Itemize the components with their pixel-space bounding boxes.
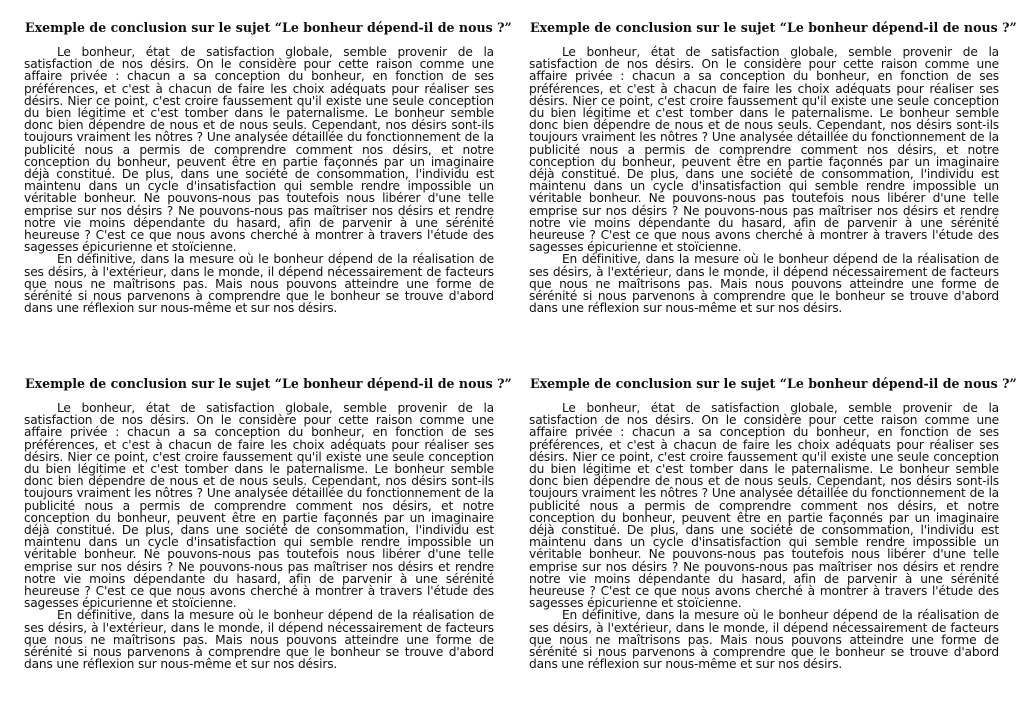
conclusion-copy-top-right [529,20,1017,316]
paragraph-2: En définitive, dans la mesure où le bonheur dépend de la réalisation de ses désirs, à l'extérieur, dans le monde, il dépend nécessairement de facteurs que nous ne maîtrisons pas. Mais nous pouvons atteindre une forme de sérénité si nous parvenons à comprendre que le bonheur se trouve d'abord dans une réflexion sur nous-même et sur nos désirs. [529,608,999,672]
paragraph-2: En définitive, dans la mesure où le bonheur dépend de la réalisation de ses désirs, à l'extérieur, dans le monde, il dépend nécessairement de facteurs que nous ne maîtrisons pas. Mais nous pouvons atteindre une forme de sérénité si nous parvenons à comprendre que le bonheur se trouve d'abord dans une réflexion sur nous-même et sur nos désirs. [24,608,494,672]
conclusion-copy-top-left [24,20,512,316]
paragraph-2: En définitive, dans la mesure où le bonheur dépend de la réalisation de ses désirs, à l'extérieur, dans le monde, il dépend nécessairement de facteurs que nous ne maîtrisons pas. Mais nous pouvons atteindre une forme de sérénité si nous parvenons à comprendre que le bonheur se trouve d'abord dans une réflexion sur nous-même et sur nos désirs. [24,252,494,316]
paragraph-1: Le bonheur, état de satisfaction globale, semble provenir de la satisfaction de nos désirs. On le considère pour cette raison comme une affaire privée : chacun a sa conception du bonheur, en fonction de ses préférences, et c'est à chacun de faire les choix adéquats pour réaliser ses désirs. Nier ce point, c'est croire faussement qu'il existe une seule conception du bien légitime et c'est tomber dans le paternalisme. Le bonheur semble donc bien dépendre de nous et de nous seuls. Cependant, nos désirs sont-ils toujours vraiment les nôtres ? Une analysée détaillée du fonctionnement de la publicité nous a permis de comprendre comment nos désirs, et notre conception du bonheur, peuvent être en partie façonnés par un imaginaire déjà constitué. De plus, dans une société de consommation, l'individu est maintenu dans un cycle d'insatisfaction qui semble rendre impossible un véritable bonheur. Ne pouvons-nous pas toutefois nous libérer d'une telle emprise sur nos désirs ? Ne pouvons-nous pas maîtriser nos désirs et rendre notre vie moins dépendante du hasard, afin de parvenir à une sérénité heureuse ? C'est ce que nous avons cherché à montrer à travers l'étude des sagesses épicurienne et stoïcienne. [24,45,494,255]
document-title: Exemple de conclusion sur le sujet “Le bonheur dépend-il de nous ?” [25,20,512,35]
paragraph-1: Le bonheur, état de satisfaction globale, semble provenir de la satisfaction de nos désirs. On le considère pour cette raison comme une affaire privée : chacun a sa conception du bonheur, en fonction de ses préférences, et c'est à chacun de faire les choix adéquats pour réaliser ses désirs. Nier ce point, c'est croire faussement qu'il existe une seule conception du bien légitime et c'est tomber dans le paternalisme. Le bonheur semble donc bien dépendre de nous et de nous seuls. Cependant, nos désirs sont-ils toujours vraiment les nôtres ? Une analysée détaillée du fonctionnement de la publicité nous a permis de comprendre comment nos désirs, et notre conception du bonheur, peuvent être en partie façonnés par un imaginaire déjà constitué. De plus, dans une société de consommation, l'individu est maintenu dans un cycle d'insatisfaction qui semble rendre impossible un véritable bonheur. Ne pouvons-nous pas toutefois nous libérer d'une telle emprise sur nos désirs ? Ne pouvons-nous pas maîtriser nos désirs et rendre notre vie moins dépendante du hasard, afin de parvenir à une sérénité heureuse ? C'est ce que nous avons cherché à montrer à travers l'étude des sagesses épicurienne et stoïcienne. [529,45,999,255]
document-title: Exemple de conclusion sur le sujet “Le bonheur dépend-il de nous ?” [530,376,1017,391]
paragraph-2: En définitive, dans la mesure où le bonheur dépend de la réalisation de ses désirs, à l'extérieur, dans le monde, il dépend nécessairement de facteurs que nous ne maîtrisons pas. Mais nous pouvons atteindre une forme de sérénité si nous parvenons à comprendre que le bonheur se trouve d'abord dans une réflexion sur nous-même et sur nos désirs. [529,252,999,316]
conclusion-copy-bottom-left [24,376,512,672]
document-title: Exemple de conclusion sur le sujet “Le bonheur dépend-il de nous ?” [530,20,1017,35]
paragraph-1: Le bonheur, état de satisfaction globale, semble provenir de la satisfaction de nos désirs. On le considère pour cette raison comme une affaire privée : chacun a sa conception du bonheur, en fonction de ses préférences, et c'est à chacun de faire les choix adéquats pour réaliser ses désirs. Nier ce point, c'est croire faussement qu'il existe une seule conception du bien légitime et c'est tomber dans le paternalisme. Le bonheur semble donc bien dépendre de nous et de nous seuls. Cependant, nos désirs sont-ils toujours vraiment les nôtres ? Une analysée détaillée du fonctionnement de la publicité nous a permis de comprendre comment nos désirs, et notre conception du bonheur, peuvent être en partie façonnés par un imaginaire déjà constitué. De plus, dans une société de consommation, l'individu est maintenu dans un cycle d'insatisfaction qui semble rendre impossible un véritable bonheur. Ne pouvons-nous pas toutefois nous libérer d'une telle emprise sur nos désirs ? Ne pouvons-nous pas maîtriser nos désirs et rendre notre vie moins dépendante du hasard, afin de parvenir à une sérénité heureuse ? C'est ce que nous avons cherché à montrer à travers l'étude des sagesses épicurienne et stoïcienne. [529,401,999,611]
conclusion-copy-bottom-right [529,376,1017,672]
document-title: Exemple de conclusion sur le sujet “Le bonheur dépend-il de nous ?” [25,376,512,391]
paragraph-1: Le bonheur, état de satisfaction globale, semble provenir de la satisfaction de nos désirs. On le considère pour cette raison comme une affaire privée : chacun a sa conception du bonheur, en fonction de ses préférences, et c'est à chacun de faire les choix adéquats pour réaliser ses désirs. Nier ce point, c'est croire faussement qu'il existe une seule conception du bien légitime et c'est tomber dans le paternalisme. Le bonheur semble donc bien dépendre de nous et de nous seuls. Cependant, nos désirs sont-ils toujours vraiment les nôtres ? Une analysée détaillée du fonctionnement de la publicité nous a permis de comprendre comment nos désirs, et notre conception du bonheur, peuvent être en partie façonnés par un imaginaire déjà constitué. De plus, dans une société de consommation, l'individu est maintenu dans un cycle d'insatisfaction qui semble rendre impossible un véritable bonheur. Ne pouvons-nous pas toutefois nous libérer d'une telle emprise sur nos désirs ? Ne pouvons-nous pas maîtriser nos désirs et rendre notre vie moins dépendante du hasard, afin de parvenir à une sérénité heureuse ? C'est ce que nous avons cherché à montrer à travers l'étude des sagesses épicurienne et stoïcienne. [24,401,494,611]
